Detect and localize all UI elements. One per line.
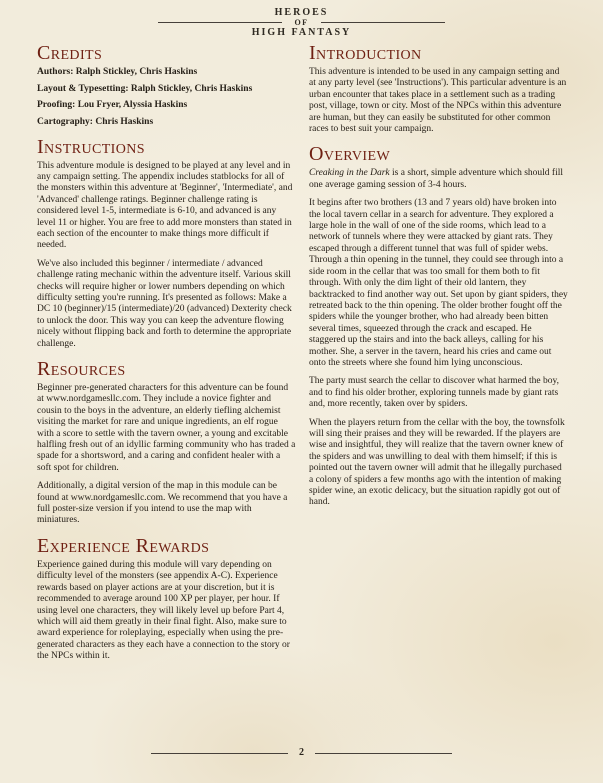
page-footer [0,748,603,758]
book-title-line1: HEROES [274,7,329,18]
overview-paragraph-2: It begins after two brothers (13 and 7 years old) have broken into the local tavern cellar in a search for adventure. They explored a large hole in the wall of one of the side rooms, which lead to a network of tunnels where they were attacked by giant rats. They escaped through a different tunnel that was full of spider webs. Through a thin opening in the tunnel, they could see through into a side room in the cellar that was too small for them both to fit through. With only the dim light of their old lantern, they backtracked to find another way out. Set upon by giant spiders, they retreated back to the thin opening. The older brother fought off the spiders while the younger brother, who had already been bitten several times, squeezed through the crack and escaped. He staggered up the stairs and into the back alleys, calling for his mother. She, a server in the tavern, heard his cries and came out onto the streets where she found him lying unconscious. [309,198,568,368]
credit-value: Lou Fryer, Alyssia Haskins [77,100,188,110]
section-heading-credits: Credits [37,42,103,64]
book-title-of-row [0,18,603,27]
credit-value: Chris Haskins [95,116,154,127]
resources-paragraph-2: Additionally, a digital version of the map in this module can be found at www.nordgamesllc.com. We recommend that you have a full poster-size version if you intend to use the map with miniatures. [37,481,288,526]
credit-line-authors [37,67,296,78]
credit-label: Authors: [37,67,74,77]
page-header [0,0,603,38]
credit-line-layout [37,84,296,95]
right-column [309,43,568,670]
overview-paragraph-4: When the players return from the cellar with the boy, the townsfolk will sing their praises and they will be rewarded. If the players are wise and insightful, they will realize that the tavern owner knew of the spiders and was unwilling to deal with them himself; if this is pointed out the tavern owner will admit that he illegally purchased a colony of spiders a few months ago with the intention of making spider wine, an exotic delicacy, but the situation rapidly got out of hand. [309,417,565,508]
credit-line-proofing [37,100,296,111]
resources-paragraph-1: Beginner pre-generated characters for this adventure can be found at www.nordgamesllc.com. They include a novice fighter and cousin to the boys in the adventure, an elderly tiefling alchemist visiting the market for rare and unique ingredients, an elf rogue with a score to settle with the tavern owner, a young and excitable halfling fresh out of an idyllic farming community who has traded a spade for a shortsword, and a caring and confident healer with a soft spot for children. [37,383,296,473]
book-title-line3: HIGH FANTASY [251,27,352,38]
section-heading-instructions: Instructions [37,135,145,158]
instructions-paragraph-1: This adventure module is designed to be played at any level and in any campaign setting. The appendix includes statblocks for all of the monsters within this adventure at 'Beginner', 'Intermediate', and 'Advanced' challenge ratings. Beginner challenge rating is considered level 1-5, intermediate is 6-10, and advanced is any level 11 or higher. You are free to add more monsters than stated in each section of the encounter to make things more difficult if needed. [37,160,293,251]
introduction-paragraph-1: This adventure is intended to be used in any campaign setting and at any party level (see 'Instructions'). This particular adventure is an urban encounter that takes place in a settlement such as a trading post, village, town or city. Most of the NPCs within this adventure are human, but they can easily be substituted for other common races to best suit your campaign. [309,67,567,135]
footer-rule-right [315,753,452,754]
section-heading-resources: Resources [37,358,126,380]
header-rule-right [321,22,445,23]
section-heading-introduction: Introduction [309,42,422,64]
book-title-line2: OF [294,18,309,27]
footer-rule-left [151,753,288,754]
overview-paragraph-3: The party must search the cellar to discover what harmed the boy, and to find his older brother, exploring tunnels made by giant rats and, more recently, taken over by spiders. [309,376,559,410]
credit-label: Layout & Typesetting: [37,83,129,94]
adventure-title-italic: Creaking in the Dark [309,168,390,179]
section-heading-experience-rewards: Experience Rewards [37,534,210,557]
page-number: 2 [299,747,304,758]
header-rule-left [158,22,282,23]
left-column [37,43,296,670]
credit-value: Ralph Stickley, Chris Haskins [75,67,198,77]
two-column-body [0,38,603,670]
overview-paragraph-1-rest: is a short, simple adventure which should fill one average gaming session of 3-4 hours. [309,168,564,190]
instructions-paragraph-2: We've also included this beginner / intermediate / advanced challenge rating mechanic within the adventure itself. Various skill checks will require higher or lower numbers depending on which difficulty setting you're running. It's presented as follows: Make a DC 10 (beginner)/15 (intermediate)/20 (advanced) Dexterity check to unlock the door. This way you can keep the adventure flowing nicely without flipping back and forth to determine the appropriate challenge. [37,258,292,349]
credit-value: Ralph Stickley, Chris Haskins [130,83,253,94]
section-heading-overview: Overview [309,143,391,166]
overview-paragraph-1 [309,168,568,191]
credit-label: Proofing: [37,100,76,110]
credit-line-cartography [37,117,296,128]
credit-label: Cartography: [37,116,93,127]
experience-rewards-paragraph-1: Experience gained during this module will vary depending on difficulty level of the monsters (see appendix A-C). Experience rewards based on player actions are at your discretion, but it is recommended to average around 100 XP per player, per hour. If using level one characters, they will likely level up before Part 4, which will aid them greatly in their final fight. Also, make sure to award experience for roleplaying, especially when using the pre-generated characters as they each have a connection to the story or the NPCs within it. [37,559,290,662]
